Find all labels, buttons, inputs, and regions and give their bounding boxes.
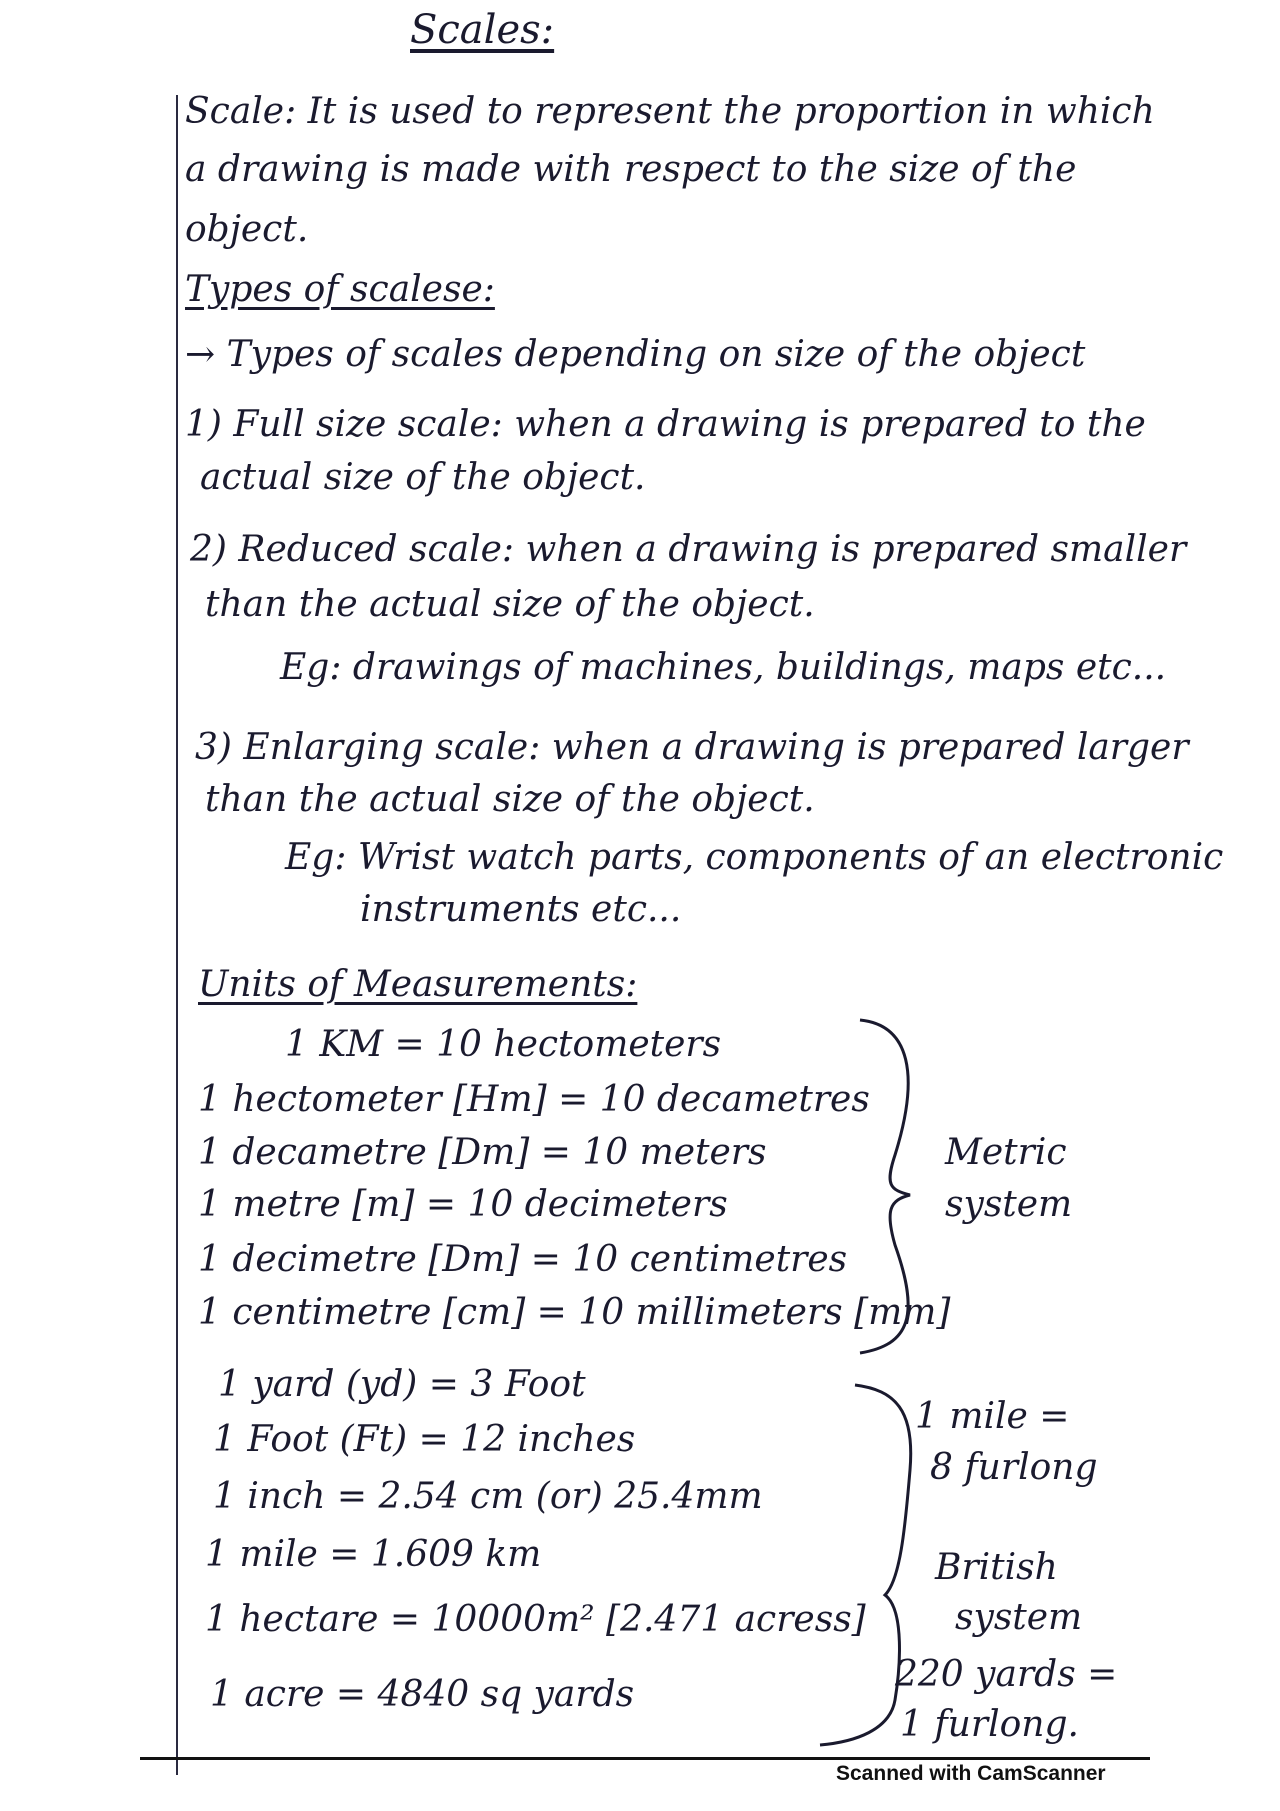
- scanner-watermark: Scanned with CamScanner: [836, 1762, 1106, 1785]
- yards-note-2: 1 furlong.: [900, 1704, 1079, 1745]
- metric-line-1: 1 KM = 10 hectometers: [285, 1024, 722, 1065]
- type-3-example-1: Eg: Wrist watch parts, components of an electronic: [285, 837, 1224, 878]
- metric-line-3: 1 decametre [Dm] = 10 meters: [198, 1132, 767, 1173]
- type-3-line-2: than the actual size of the object.: [205, 779, 815, 820]
- types-heading: Types of scalese:: [185, 269, 495, 310]
- types-intro: → Types of scales depending on size of the object: [185, 334, 1086, 375]
- metric-line-6: 1 centimetre [cm] = 10 millimeters [mm]: [198, 1292, 951, 1333]
- metric-line-4: 1 metre [m] = 10 decimeters: [198, 1184, 728, 1225]
- metric-brace: [850, 1015, 950, 1355]
- british-line-5: 1 hectare = 10000m² [2.471 acress]: [205, 1599, 866, 1640]
- metric-line-2: 1 hectometer [Hm] = 10 decametres: [198, 1079, 870, 1120]
- definition-line-2: a drawing is made with respect to the size of the: [185, 149, 1077, 190]
- metric-label-2: system: [945, 1184, 1073, 1225]
- type-3-example-2: instruments etc...: [360, 889, 682, 930]
- type-1-line-1: 1) Full size scale: when a drawing is prepared to the: [185, 404, 1146, 445]
- units-heading: Units of Measurements:: [198, 964, 638, 1005]
- margin-line: [176, 95, 178, 1775]
- page-bottom-rule: [140, 1757, 1150, 1760]
- definition-line-3: object.: [185, 209, 309, 250]
- type-1-line-2: actual size of the object.: [200, 457, 646, 498]
- type-2-line-2: than the actual size of the object.: [205, 584, 815, 625]
- type-2-example: Eg: drawings of machines, buildings, maps etc...: [280, 647, 1167, 688]
- mile-note-1: 1 mile =: [915, 1396, 1070, 1437]
- british-line-2: 1 Foot (Ft) = 12 inches: [213, 1419, 636, 1460]
- metric-line-5: 1 decimetre [Dm] = 10 centimetres: [198, 1239, 848, 1280]
- british-label-2: system: [955, 1597, 1083, 1638]
- yards-note-1: 220 yards =: [895, 1654, 1118, 1695]
- definition-line-1: Scale: It is used to represent the proportion in which: [185, 91, 1155, 132]
- british-line-6: 1 acre = 4840 sq yards: [210, 1674, 635, 1715]
- type-2-line-1: 2) Reduced scale: when a drawing is prepared smaller: [190, 529, 1187, 570]
- type-3-line-1: 3) Enlarging scale: when a drawing is prepared larger: [195, 727, 1189, 768]
- metric-label-1: Metric: [945, 1132, 1067, 1173]
- mile-note-2: 8 furlong: [930, 1447, 1098, 1488]
- page-title: Scales:: [410, 7, 555, 53]
- british-label-1: British: [935, 1547, 1058, 1588]
- british-line-3: 1 inch = 2.54 cm (or) 25.4mm: [213, 1476, 763, 1517]
- british-line-1: 1 yard (yd) = 3 Foot: [218, 1364, 586, 1405]
- british-line-4: 1 mile = 1.609 km: [205, 1534, 542, 1575]
